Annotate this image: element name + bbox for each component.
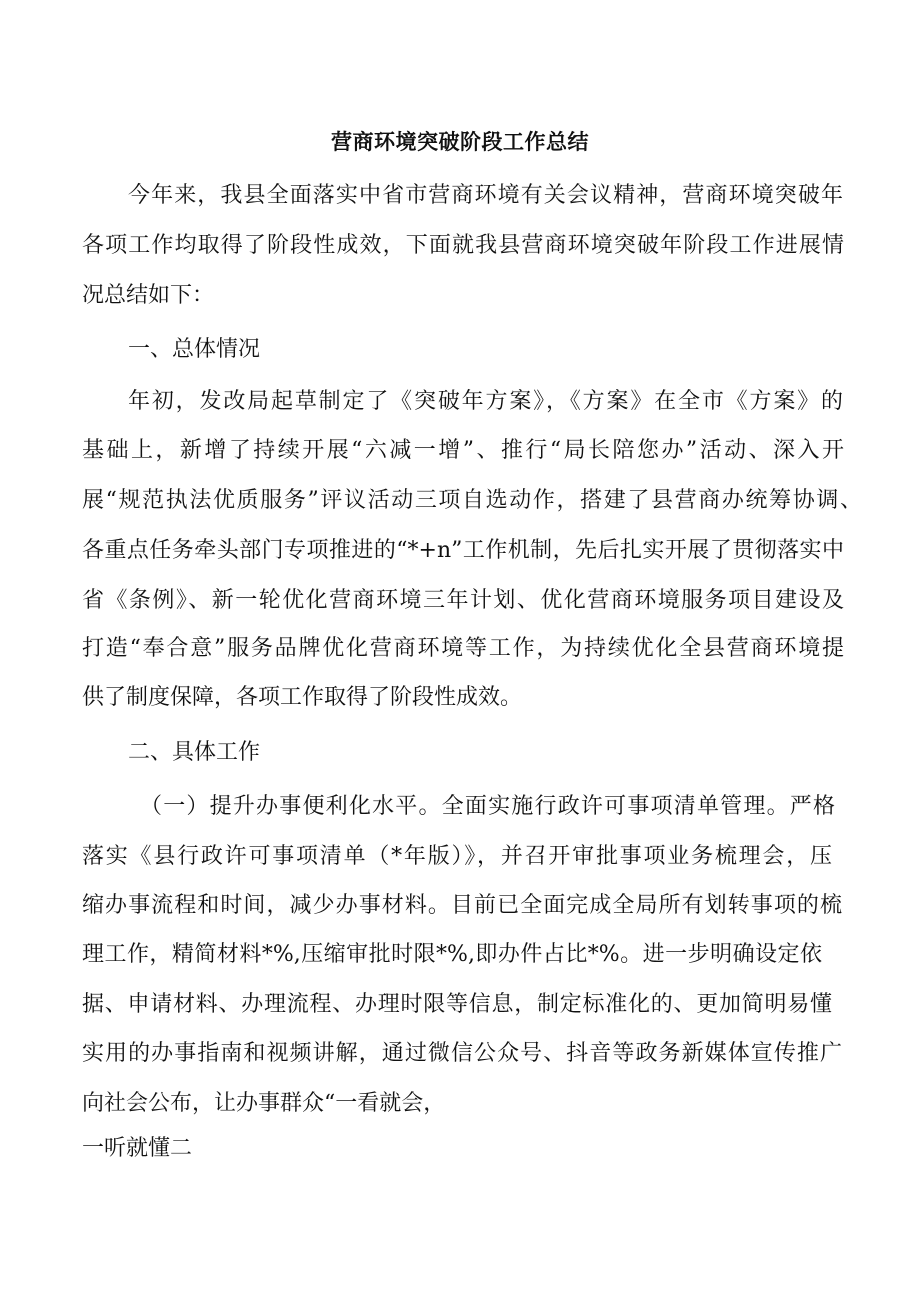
paragraph-line: 展“规范执法优质服务”评议活动三项自选动作，搭建了县营商办统筹协调、 (82, 488, 862, 513)
paragraph-line: 向社会公布，让办事群众“一看就会， (82, 1091, 446, 1116)
paragraph-line: 据、申请材料、办理流程、办理时限等信息，制定标准化的、更加简明易懂 (82, 992, 832, 1017)
paragraph-line: 一听就懂二 (82, 1136, 193, 1161)
section-heading: 一、总体情况 (128, 337, 261, 362)
paragraph-line: （一）提升办事便利化水平。全面实施行政许可事项清单管理。严格 (140, 794, 835, 819)
paragraph-line: 省《条例》、新一轮优化营商环境三年计划、优化营商环境服务项目建设及 (82, 588, 844, 613)
paragraph-line: 落实《县行政许可事项清单（*年版）》，并召开审批事项业务梳理会，压 (82, 844, 832, 869)
paragraph-line: 缩办事流程和时间，减少办事材料。目前已全面完成全局所有划转事项的梳 (82, 893, 842, 918)
paragraph-line: 打造“奉合意”服务品牌优化营商环境等工作，为持续优化全县营商环境提 (82, 636, 844, 661)
paragraph-line: 基础上，新增了持续开展“六减一增”、推行“局长陪您办”活动、深入开 (82, 438, 844, 463)
paragraph-line: 年初，发改局起草制定了《突破年方案》，《方案》在全市《方案》的 (128, 389, 843, 414)
section-heading: 二、具体工作 (128, 740, 261, 765)
paragraph-line: 供了制度保障，各项工作取得了阶段性成效。 (82, 685, 523, 710)
paragraph-line: 实用的办事指南和视频讲解，通过微信公众号、抖音等政务新媒体宣传推广 (82, 1041, 842, 1066)
paragraph-line: 今年来，我县全面落实中省市营商环境有关会议精神，营商环境突破年 (128, 183, 843, 208)
paragraph-line: 况总结如下： (82, 283, 215, 308)
paragraph-line: 理工作，精简材料*%,压缩审批时限*%,即办件占比*%。进一步明确设定依 (82, 942, 822, 967)
paragraph-line: 各重点任务牵头部门专项推进的“*+n”工作机制，先后扎实开展了贯彻落实中 (82, 538, 844, 563)
paragraph-line: 各项工作均取得了阶段性成效，下面就我县营商环境突破年阶段工作进展情 (82, 233, 844, 258)
document-title: 营商环境突破阶段工作总结 (331, 130, 589, 154)
